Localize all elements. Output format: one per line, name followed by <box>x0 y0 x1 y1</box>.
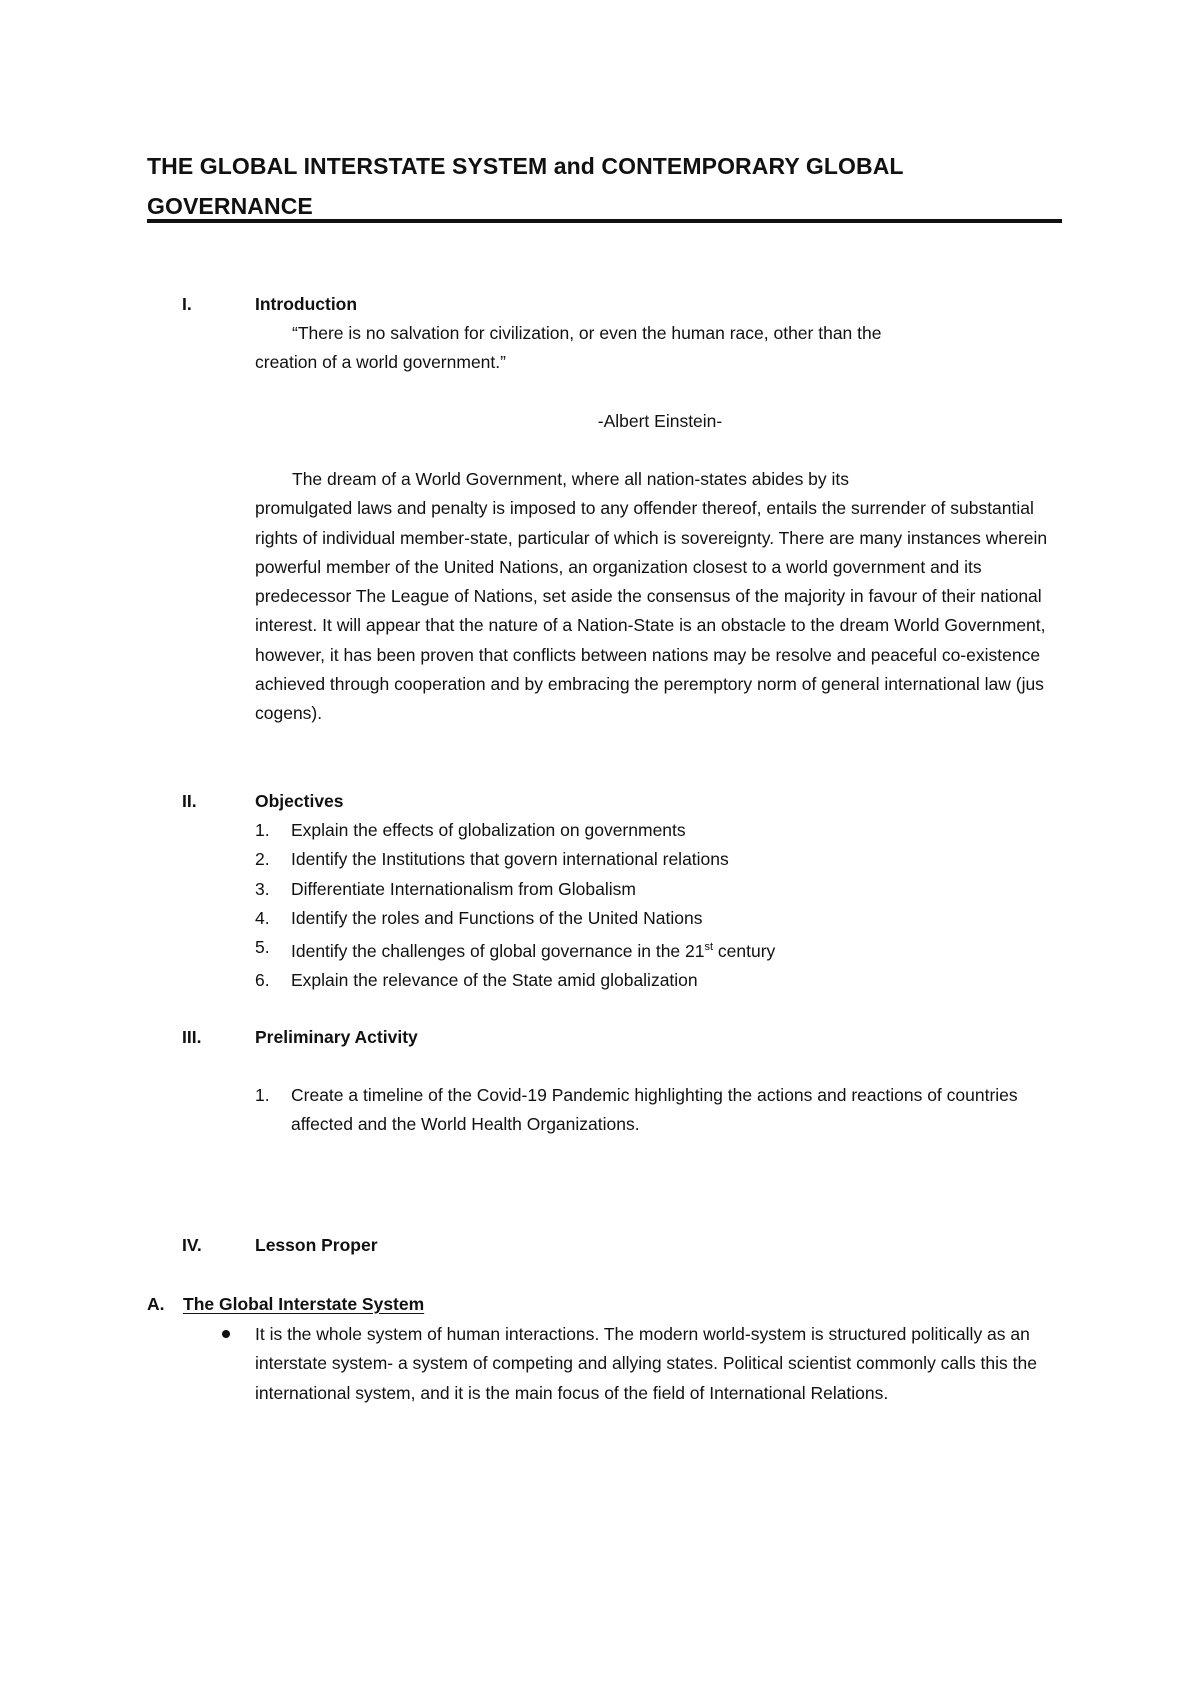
section-number-preliminary: III. <box>182 1027 202 1047</box>
objective-item <box>255 845 1065 874</box>
bullet-item <box>218 1320 1068 1408</box>
bullet-dot-icon <box>222 1330 230 1338</box>
section-number-intro: I. <box>182 294 192 314</box>
section-number-lesson: IV. <box>182 1235 202 1255</box>
objective-number: 4. <box>255 907 270 928</box>
subsection-heading-global-interstate-system <box>147 1290 424 1319</box>
quote-attribution: -Albert Einstein- <box>597 411 723 431</box>
objective-text: Identify the Institutions that govern international relations <box>291 849 729 870</box>
einstein-quote <box>255 319 1065 378</box>
activity-number: 1. <box>255 1085 270 1105</box>
section-heading-lesson: Lesson Proper <box>255 1235 378 1255</box>
ordinal-superscript: st <box>704 941 714 954</box>
objective-text: Identify the roles and Functions of the United Nations <box>291 907 703 928</box>
objective-number: 5. <box>255 937 270 958</box>
objective-item <box>255 816 1065 845</box>
objective-item <box>255 875 1065 904</box>
objective-text: Explain the effects of globalization on governments <box>291 820 686 840</box>
objective-item <box>255 933 1065 966</box>
objective-item <box>255 966 1065 995</box>
objective-text: Identify the challenges of global governance in the 21 <box>291 941 705 962</box>
objective-item <box>255 904 1065 933</box>
objective-text: Explain the relevance of the State amid globalization <box>291 970 698 991</box>
activity-text: Create a timeline of the Covid-19 Pandemic highlighting the actions and reactions of countries affected and the World Health Organizations. <box>291 1085 1018 1135</box>
subsection-letter: A. <box>147 1294 165 1314</box>
section-heading-intro: Introduction <box>255 294 358 314</box>
objective-text: Differentiate Internationalism from Globalism <box>291 878 636 899</box>
objective-number: 2. <box>255 849 270 870</box>
intro-paragraph-body: promulgated laws and penalty is imposed to any offender thereof, entails the surrender of substantial rights of individual member-state, particular of which is sovereignty. There are many instances wherein powerful member of the United Nations, an organization closest to a world government and its predecessor The League of Nations, set aside the consensus of the majority in favour of their national interest. It will appear that the nature of a Nation-State is an obstacle to the dream World Government, however, it has been proven that conflicts between nations may be resolve and peaceful co-existence achieved through cooperation and by embracing the peremptory norm of general international law (jus cogens). <box>255 498 1048 724</box>
title-underline <box>147 219 1062 223</box>
quote-line-2: creation of a world government.” <box>255 352 506 373</box>
objective-number: 3. <box>255 878 270 899</box>
preliminary-activity-list <box>255 1081 1065 1140</box>
section-heading-objectives: Objectives <box>255 791 344 811</box>
objective-number: 1. <box>255 820 270 840</box>
objectives-list <box>255 816 1065 996</box>
section-number-objectives: II. <box>182 791 197 811</box>
activity-item <box>255 1081 1065 1140</box>
intro-paragraph-first-line: The dream of a World Government, where all nation-states abides by its <box>292 469 850 489</box>
intro-paragraph <box>255 465 1065 729</box>
quote-line-1: “There is no salvation for civilization, or even the human race, other than the <box>292 323 882 343</box>
objective-text-end: century <box>713 941 776 962</box>
section-heading-preliminary: Preliminary Activity <box>255 1027 418 1047</box>
document-title: THE GLOBAL INTERSTATE SYSTEM and CONTEMPORARY GLOBAL GOVERNANCE <box>147 153 904 219</box>
objective-number: 6. <box>255 970 270 991</box>
subsection-title: The Global Interstate System <box>183 1294 425 1314</box>
bullet-text: It is the whole system of human interactions. The modern world-system is structured politically as an interstate system- a system of competing and allying states. Political scientist commonly calls this the international system, and it is the main focus of the field of International Relations. <box>255 1324 1037 1403</box>
